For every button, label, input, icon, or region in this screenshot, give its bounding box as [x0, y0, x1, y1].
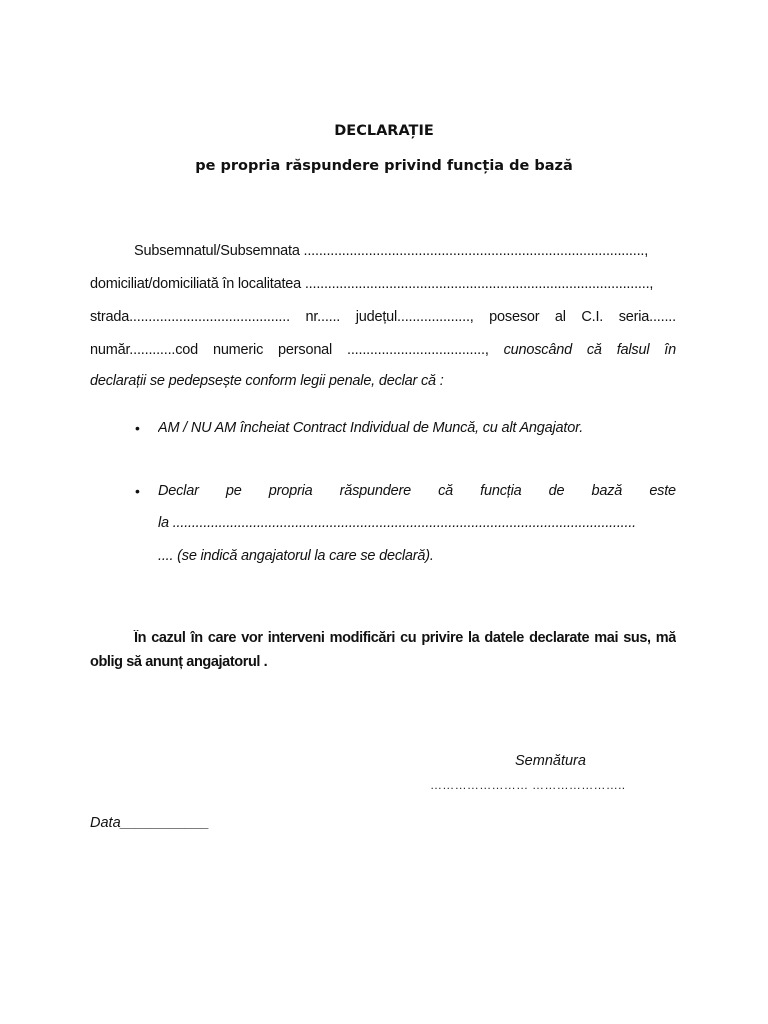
street-field: strada..........................................: [90, 309, 290, 325]
document-subtitle: pe propria răspundere privind funcția de bază: [195, 158, 573, 174]
bullet-2-line-3: .... (se indică angajatorul la care se declară).: [158, 548, 434, 564]
paragraph-line-1: Subsemnatul/Subsemnata .........................................................................................,: [134, 243, 649, 259]
cnp-field: ....................................,: [347, 342, 489, 358]
id-series-field: seria.......: [618, 309, 676, 325]
bullet-1-marker: •: [135, 420, 140, 436]
paragraph-line-2: domiciliat/domiciliată în localitatea ..........................................................................................,: [90, 276, 654, 292]
bullet-1-text: AM / NU AM încheiat Contract Individual de Muncă, cu alt Angajator.: [158, 420, 584, 436]
number-field: nr......: [305, 309, 341, 325]
date-field: Data___________: [90, 815, 210, 831]
employer-field: la .........................................................................................................................: [158, 515, 636, 531]
bullet-2-marker: •: [135, 483, 140, 499]
bullet-2-line-1: Declar pe propria răspundere că funcția de bază este: [158, 483, 676, 499]
signature-field: …………………… …………………..: [430, 778, 626, 792]
signature-label: Semnătura: [515, 753, 586, 769]
document-title: DECLARAȚIE: [334, 123, 434, 139]
county-field: județul...................,: [355, 309, 474, 325]
paragraph-line-3: strada.......................................... nr...... județul..................., posesor al C.I. seria.......: [90, 309, 676, 329]
paragraph-line-5: declarații se pedepsește conform legii penale, declar că :: [90, 373, 444, 389]
obligation-note-line-1: În cazul în care vor interveni modificări cu privire la datele declarate mai sus, mă: [134, 630, 676, 646]
obligation-note-line-2: oblig să anunț angajatorul .: [90, 654, 268, 670]
paragraph-line-4: număr............cod numeric personal ...................................., cunoscând că falsul în: [90, 342, 676, 362]
